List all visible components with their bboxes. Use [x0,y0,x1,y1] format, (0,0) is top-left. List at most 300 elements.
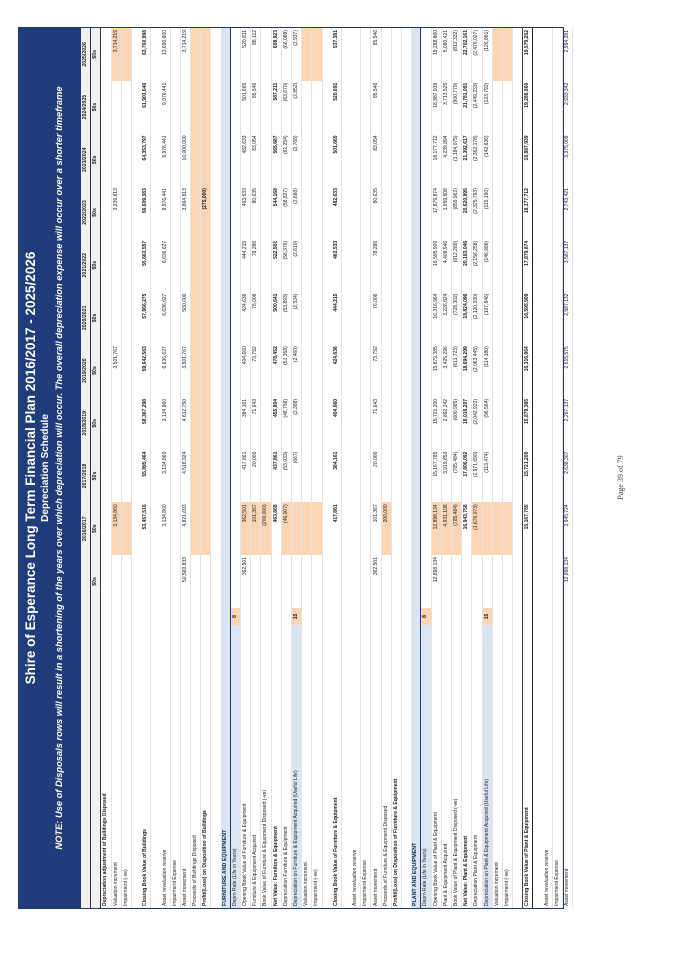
year-value-cell: 3,714,219 [180,28,190,81]
year-value-cell: (56,376) [281,239,291,292]
year-value-cell: 101,367 [251,502,261,555]
year-value-cell [322,133,332,186]
year-value-cell: (2,063,445) [472,344,482,397]
year-value-cell [391,292,401,345]
year-value-cell [121,344,131,397]
rate-cell [121,608,131,626]
year-value-cell: 463,868 [271,502,281,555]
year-value-cell: 76,006 [251,292,261,345]
rate-cell [451,608,461,626]
year-value-cell [543,450,553,503]
rate-cell [131,608,141,626]
year-value-cell [312,344,322,397]
table-row [201,28,211,908]
year-value-cell [221,502,231,555]
year-value-cell: 3,226,824 [441,292,451,345]
year-value-cell: 59,642,583 [141,344,151,397]
rate-cell [513,608,523,626]
year-value-cell [221,344,231,397]
header-year: 2019/2020 [81,344,91,397]
table-row [141,28,151,908]
year-value-cell [261,81,271,134]
year-value-cell [391,28,401,81]
base-value-cell [121,555,131,608]
row-label [131,625,141,908]
rate-cell: 15 [291,608,301,626]
year-value-cell: 85,546 [371,81,381,134]
year-value-cell [312,186,322,239]
year-value-cell [191,450,201,503]
year-value-cell: 520,811 [241,28,251,81]
year-value-cell [111,81,121,134]
year-value-cell [261,344,271,397]
year-value-cell [351,239,361,292]
year-value-cell: 73,792 [371,344,381,397]
rate-cell [543,608,553,626]
year-value-cell [402,81,412,134]
year-value-cell: 522,501 [271,239,281,292]
table-row [341,28,351,908]
row-label: Asset revaluation reserve [351,625,361,908]
year-header-row [81,28,91,908]
year-value-cell [170,450,180,503]
base-value-cell [533,555,543,608]
year-value-cell [341,81,351,134]
table-row [391,28,401,908]
rate-cell [472,608,482,626]
table-row [523,28,533,908]
year-value-cell [502,397,512,450]
year-value-cell: (200,000) [261,502,271,555]
base-value-cell [411,555,421,608]
year-value-cell: 20,000 [251,450,261,503]
row-label: Asset movement [371,625,381,908]
year-value-cell [552,397,562,450]
year-value-cell [170,28,180,81]
year-value-cell [221,28,231,81]
year-value-cell: (2,388) [291,397,301,450]
table-row [552,28,562,908]
row-label: Net Value: Plant & Equipment [462,625,472,908]
year-value-cell [351,397,361,450]
base-value-cell [502,555,512,608]
year-value-cell: (600,985) [451,397,461,450]
year-value-cell: (2,610) [291,239,301,292]
base-value-cell [523,555,533,608]
base-value-cell: 362,501 [241,555,251,608]
year-value-cell: 444,215 [241,239,251,292]
year-value-cell: 15,167,785 [523,502,533,555]
year-value-cell: (2,937) [291,28,301,81]
table-row [241,28,251,908]
table-row [261,28,271,908]
year-value-cell [302,397,312,450]
table-row [351,28,361,908]
year-value-cell: 21,392,617 [462,133,472,186]
year-value-cell: (146,986) [482,239,492,292]
rate-cell [361,608,371,626]
year-value-cell: (113,474) [482,450,492,503]
year-value-cell: 463,533 [241,186,251,239]
base-value-cell [472,555,482,608]
year-value-cell [211,397,221,450]
base-value-cell [391,555,401,608]
year-value-cell: (142,636) [482,133,492,186]
year-value-cell: 3,134,860 [111,502,121,555]
base-value-cell [101,555,111,608]
year-value-cell [552,81,562,134]
year-value-cell [221,133,231,186]
year-value-cell: 3,587,137 [563,239,573,292]
year-value-cell: 6,636,627 [161,292,171,345]
header-year: 2022/2023 [81,186,91,239]
year-value-cell [261,397,271,450]
year-value-cell: 417,861 [241,450,251,503]
row-label: Net Value: Furniture & Equipment [271,625,281,908]
base-value-cell [211,555,221,608]
row-label: Book Value of Furniture & Equipment Disposed (-ve) [261,625,271,908]
rate-cell [523,608,533,626]
year-value-cell [191,186,201,239]
year-value-cell: 18,887,939 [523,133,533,186]
rate-cell [170,608,180,626]
year-value-cell: 362,501 [241,502,251,555]
year-value-cell: 18,824,096 [462,292,472,345]
year-value-cell [552,239,562,292]
table-row [462,28,472,908]
year-value-cell [361,186,371,239]
row-label: Depreciation Furniture & Equipment [281,625,291,908]
year-value-cell [322,81,332,134]
rate-cell [351,608,361,626]
year-value-cell [221,397,231,450]
year-value-cell: 19,579,252 [523,28,533,81]
row-label: Deprn Rate (Life in Years) [230,625,240,908]
year-value-cell: (2,852) [291,81,301,134]
row-label: Asset movement [563,625,573,908]
year-value-cell [312,239,322,292]
year-value-cell: 2,994,381 [563,28,573,81]
header-base [81,555,91,608]
year-value-cell: (53,893) [281,292,291,345]
table-row [161,28,171,908]
row-label: Valuation increment [302,625,312,908]
year-value-cell [533,133,543,186]
year-value-cell: 3,134,860 [161,502,171,555]
units-blank [91,625,101,908]
year-value-cell: 15,721,200 [431,397,441,450]
year-value-cell: 58,367,298 [141,397,151,450]
year-value-cell: 3,501,767 [111,344,121,397]
year-value-cell [312,28,322,81]
year-value-cell: 463,533 [332,239,342,292]
year-value-cell [221,186,231,239]
year-value-cell [101,344,111,397]
year-value-cell: 2,933,342 [563,81,573,134]
base-value-cell [261,555,271,608]
year-value-cell [230,502,240,555]
year-value-cell: 16,595,909 [431,239,441,292]
year-value-cell [121,28,131,81]
year-value-cell [502,292,512,345]
base-value-cell [161,555,171,608]
table-row [322,28,332,908]
year-value-cell: (46,007) [281,502,291,555]
rate-cell [441,608,451,626]
row-label [341,625,351,908]
year-value-cell [341,239,351,292]
year-value-cell [402,28,412,81]
year-value-cell: (812,289) [451,239,461,292]
year-value-cell: 2,743,421 [563,186,573,239]
year-value-cell [552,344,562,397]
year-value-cell [381,450,391,503]
units-label: $0s [91,133,101,186]
year-value-cell [302,81,312,134]
year-value-cell [552,28,562,81]
year-value-cell: (2,688) [291,186,301,239]
table-row [111,28,121,908]
year-value-cell [351,502,361,555]
year-value-cell [411,397,421,450]
year-value-cell [312,292,322,345]
year-value-cell [391,81,401,134]
row-label: Impairment (-ve) [312,625,322,908]
rate-cell [161,608,171,626]
year-value-cell: (1,676,073) [472,502,482,555]
year-value-cell [421,344,431,397]
year-value-cell [312,397,322,450]
year-value-cell [552,450,562,503]
year-value-cell [492,186,502,239]
base-value-cell [271,555,281,608]
units-label: $0s [91,186,101,239]
base-value-cell [281,555,291,608]
base-value-cell [451,555,461,608]
year-value-cell [302,186,312,239]
year-value-cell [492,239,502,292]
year-value-cell [131,344,141,397]
rate-cell [402,608,412,626]
table-row [402,28,412,908]
year-value-cell [552,292,562,345]
year-value-cell [131,81,141,134]
year-value-cell: (900,779) [451,81,461,134]
year-value-cell: (728,302) [451,292,461,345]
year-value-cell [391,397,401,450]
year-value-cell: (2,120,330) [472,292,482,345]
year-value-cell: 73,792 [251,344,261,397]
year-value-cell [533,28,543,81]
year-value-cell: 63,760,998 [141,28,151,81]
year-value-cell: (48,756) [281,397,291,450]
year-value-cell [302,239,312,292]
table-row [230,28,240,908]
year-value-cell: (1,971,690) [472,450,482,503]
base-value-cell: 12,898,134 [431,555,441,608]
row-label: Depreciation on Plant & Equipment Acquired (Useful Life) [482,625,492,908]
row-label: Asset movement [180,625,190,908]
base-value-cell [332,555,342,608]
rate-cell [180,608,190,626]
base-value-cell [543,555,553,608]
rate-cell [462,608,472,626]
year-value-cell: 76,006 [371,292,381,345]
year-value-cell [421,397,431,450]
year-value-cell [201,292,211,345]
year-value-cell: (51,358) [281,344,291,397]
year-value-cell [170,397,180,450]
year-value-cell [230,292,240,345]
rate-cell: 8 [421,608,431,626]
year-value-cell [543,28,553,81]
year-value-cell: 55,663,557 [141,239,151,292]
rate-cell [302,608,312,626]
year-value-cell [421,239,431,292]
rate-cell [552,608,562,626]
base-value-cell [221,555,231,608]
year-value-cell [411,81,421,134]
table-row [151,28,161,908]
year-value-cell: 1,959,808 [441,186,451,239]
year-value-cell: 15,879,385 [431,344,441,397]
units-label: $0s [91,81,101,134]
year-value-cell: 424,636 [241,292,251,345]
header-year: 2017/2018 [81,450,91,503]
year-value-cell: 85,546 [371,28,381,81]
base-value-cell [151,555,161,608]
year-value-cell [131,28,141,81]
base-value-cell [131,555,141,608]
year-value-cell [421,450,431,503]
schedule-subtitle: Depreciation Schedule [40,414,51,522]
year-value-cell: 3,919,853 [441,450,451,503]
year-value-cell [361,133,371,186]
table-row [281,28,291,908]
year-value-cell [191,397,201,450]
table-row [371,28,381,908]
year-value-cell [552,133,562,186]
year-value-cell [261,186,271,239]
year-value-cell [101,81,111,134]
year-value-cell: 404,660 [332,397,342,450]
table-row [451,28,461,908]
year-value-cell [411,450,421,503]
year-value-cell: 61,903,646 [141,81,151,134]
year-value-cell [391,186,401,239]
year-value-cell [131,239,141,292]
year-value-cell: (2,156,258) [472,239,482,292]
year-value-cell [502,81,512,134]
year-value-cell: 78,286 [371,239,381,292]
row-label: Impairment Expense [552,625,562,908]
units-label: $0s [91,28,101,81]
year-value-cell [211,28,221,81]
year-value-cell: 6,636,627 [161,344,171,397]
year-value-cell: 88,112 [251,28,261,81]
year-value-cell [261,28,271,81]
table-row [482,28,492,908]
header-year: 2020/2021 [81,292,91,345]
year-value-cell [411,344,421,397]
year-value-cell [322,186,332,239]
year-value-cell [351,292,361,345]
year-value-cell: 3,714,219 [111,28,121,81]
year-value-cell [230,186,240,239]
year-value-cell: 3,945,724 [563,502,573,555]
year-value-cell: 55,895,464 [141,450,151,503]
year-value-cell: (2,534) [291,292,301,345]
row-label: PLANT AND EQUIPMENT [411,625,421,908]
section-header-row [221,28,231,908]
year-value-cell [170,186,180,239]
year-value-cell [351,450,361,503]
year-value-cell [391,502,401,555]
year-value-cell [391,133,401,186]
year-value-cell [170,292,180,345]
header-year: 2023/2024 [81,133,91,186]
year-value-cell [341,397,351,450]
year-value-cell [191,292,201,345]
year-value-cell: 20,183,046 [462,239,472,292]
year-value-cell [151,239,161,292]
year-value-cell [421,133,431,186]
year-value-cell: 6,636,627 [161,239,171,292]
year-value-cell [211,450,221,503]
year-value-cell [111,239,121,292]
base-value-cell [421,555,431,608]
year-value-cell [411,239,421,292]
year-value-cell [302,502,312,555]
year-value-cell [211,133,221,186]
rate-cell [241,608,251,626]
year-value-cell [552,502,562,555]
row-label [211,625,221,908]
table-row [563,28,573,908]
year-value-cell [121,292,131,345]
year-value-cell [170,344,180,397]
year-value-cell [533,239,543,292]
header-year: 2016/2017 [81,502,91,555]
base-value-cell [462,555,472,608]
year-value-cell [492,133,502,186]
year-value-cell [221,292,231,345]
year-value-cell: 404,660 [241,344,251,397]
year-value-cell: 384,161 [241,397,251,450]
year-value-cell: 417,861 [332,502,342,555]
year-value-cell: 18,694,299 [462,344,472,397]
year-value-cell: 3,339,813 [111,186,121,239]
year-value-cell [151,28,161,81]
year-value-cell [381,186,391,239]
year-value-cell [421,28,431,81]
year-value-cell [411,502,421,555]
year-value-cell [121,397,131,450]
year-value-cell [211,292,221,345]
year-value-cell [502,28,512,81]
year-value-cell [230,81,240,134]
row-label: Asset revaluation reserve [543,625,553,908]
year-value-cell: 12,898,134 [431,502,441,555]
table-row [492,28,502,908]
year-value-cell [170,81,180,134]
year-value-cell [492,292,502,345]
year-value-cell: (812,332) [451,28,461,81]
year-value-cell: (785,484) [451,502,461,555]
year-value-cell [322,239,332,292]
year-value-cell [513,186,523,239]
year-value-cell [191,28,201,81]
